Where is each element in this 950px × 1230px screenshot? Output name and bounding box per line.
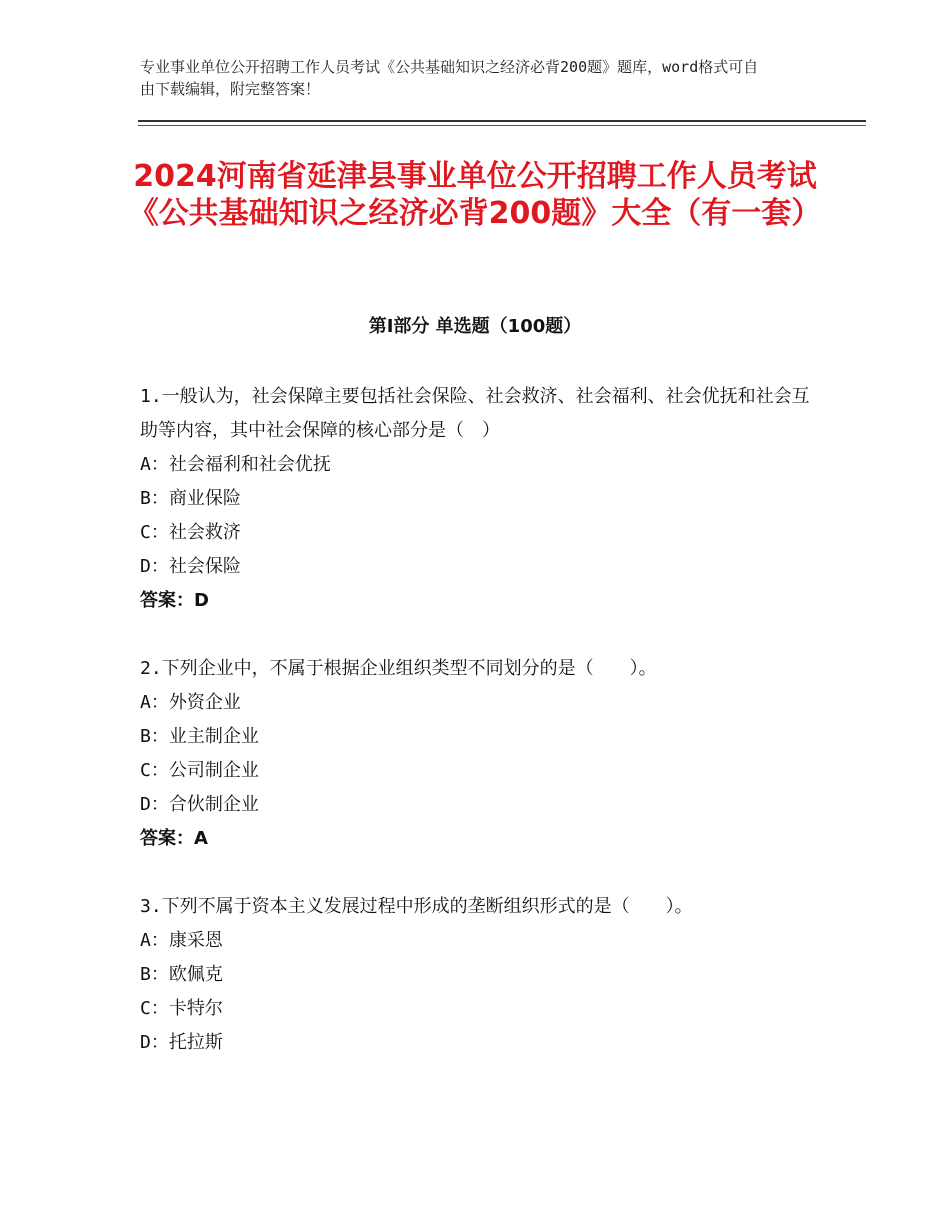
answer-option-c: C：社会救济 [140,522,241,543]
answer-option-c: C：卡特尔 [140,998,223,1019]
question-item [140,890,810,1060]
question-item [140,652,810,856]
answer-option-b: B：商业保险 [140,488,241,509]
question-list [140,380,810,1060]
answer-option-a: A：社会福利和社会优抚 [140,454,331,475]
question-stem: 2.下列企业中，不属于根据企业组织类型不同划分的是（ ）。 [140,658,657,679]
answer-option-c: C：公司制企业 [140,760,259,781]
document-header-note: 专业事业单位公开招聘工作人员考试《公共基础知识之经济必背200题》题库，word格式可自由下载编辑，附完整答案！ [140,58,759,98]
question-stem: 1.一般认为，社会保障主要包括社会保险、社会救济、社会福利、社会优抚和社会互助等内容，其中社会保障的核心部分是（ ） [140,386,810,441]
question-stem: 3.下列不属于资本主义发展过程中形成的垄断组织形式的是（ ）。 [140,896,693,917]
header-divider-thin [138,125,866,126]
answer-option-a: A：康采恩 [140,930,223,951]
answer-key: 答案：D [140,590,209,611]
section-heading: 第Ⅰ部分 单选题（100题） [368,316,582,337]
question-spacer [140,856,810,890]
question-item [140,380,810,618]
answer-option-d: D：托拉斯 [140,1032,223,1053]
header-divider-thick [138,120,866,122]
answer-option-d: D：社会保险 [140,556,241,577]
answer-option-b: B：业主制企业 [140,726,259,747]
answer-key: 答案：A [140,828,208,849]
answer-option-d: D：合伙制企业 [140,794,259,815]
document-title: 2024河南省延津县事业单位公开招聘工作人员考试《公共基础知识之经济必背200题》大全（有一套） [128,159,822,231]
answer-option-a: A：外资企业 [140,692,241,713]
answer-option-b: B：欧佩克 [140,964,223,985]
question-spacer [140,618,810,652]
